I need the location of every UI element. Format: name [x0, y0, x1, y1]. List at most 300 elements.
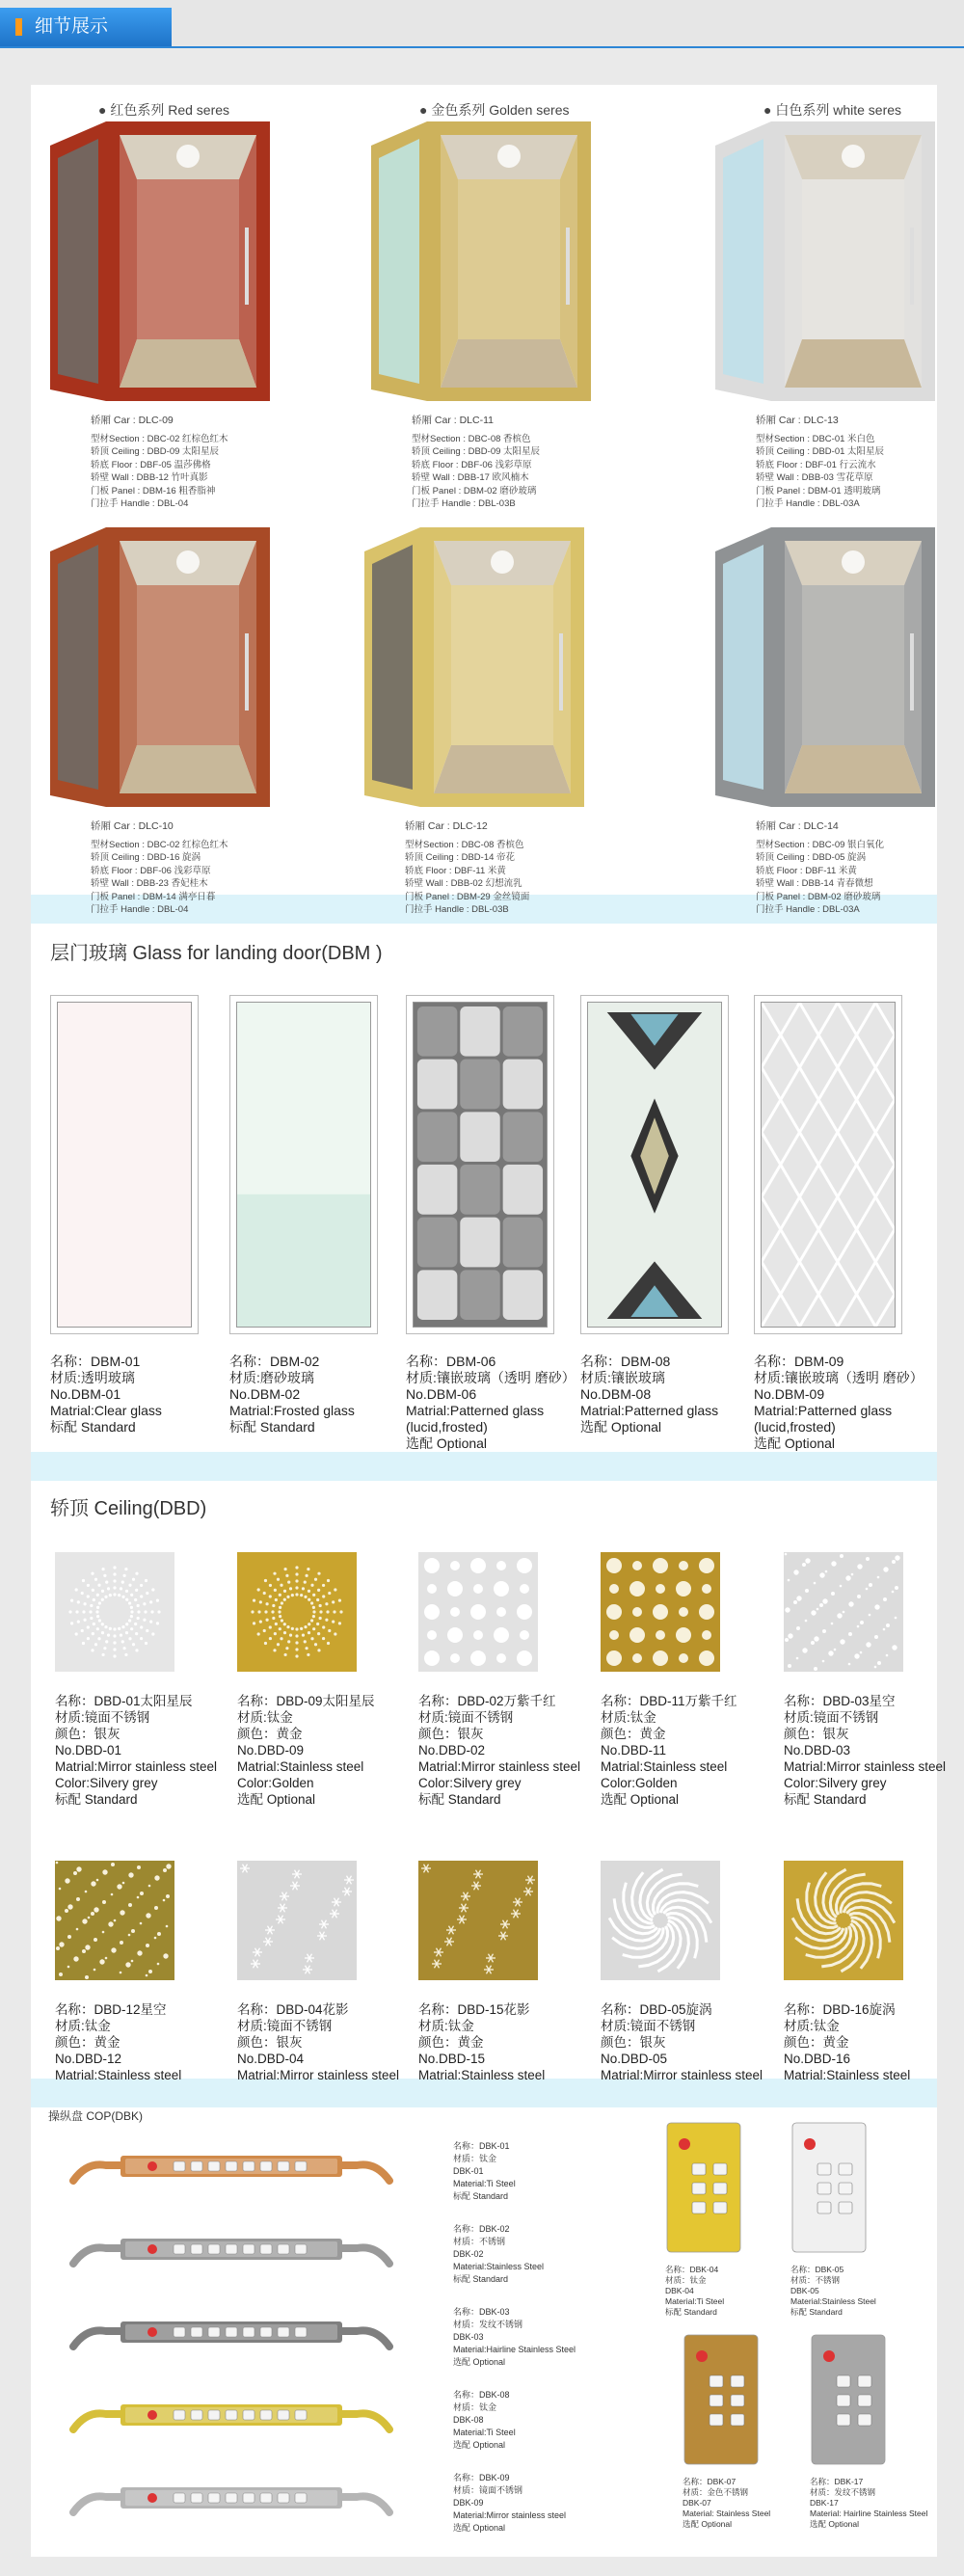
door-glass [379, 139, 419, 384]
ceiling-caption [601, 1693, 737, 1808]
cop-line: 材质：镜面不锈钢 [453, 2485, 523, 2495]
elevator-car-illustration [715, 121, 937, 411]
series-label: ● 金色系列 Golden seres [419, 102, 570, 118]
ceiling-caption [418, 1693, 580, 1808]
elevator-car-illustration [715, 527, 937, 817]
cop-section-title: 操纵盘 COP(DBK) [48, 2109, 144, 2123]
cop-line: 名称：DBK-05 [790, 2265, 844, 2274]
back-wall [802, 179, 904, 339]
cop-caption [683, 2477, 808, 2530]
car-spec [756, 820, 939, 917]
cop-line: DBK-05 [790, 2286, 819, 2295]
cop-line: DBK-17 [810, 2498, 839, 2508]
ceiling-caption [237, 2001, 399, 2083]
cop-line: 材质：不锈钢 [453, 2237, 506, 2246]
cop-line: 材质：发纹不锈钢 [453, 2320, 523, 2329]
car-model: 轿厢 Car : DLC-10 [91, 820, 174, 832]
ceiling-pattern [237, 1861, 357, 1980]
glass-mat: 材质:镶嵌玻璃（透明 磨砂） [406, 1370, 576, 1385]
ceiling-pattern [601, 1552, 720, 1672]
ceiling-color: 颜色：黄金 [237, 1727, 303, 1741]
glass-card[interactable] [406, 995, 576, 1452]
glass-no: No.DBM-02 [229, 1386, 301, 1402]
spec-line: 型材Section : DBC-01 米白色 [756, 433, 875, 444]
cop-vertical-card[interactable] [790, 2121, 916, 2318]
car-model: 轿厢 Car : DLC-12 [405, 820, 488, 832]
glass-panel [406, 995, 554, 1334]
ceiling-col: Color:Silvery grey [784, 1776, 887, 1790]
ceiling-pattern [601, 1861, 720, 1980]
cop-caption [453, 2306, 598, 2369]
elevator-car-illustration [50, 527, 272, 817]
car-floor [441, 339, 577, 388]
ceiling-name: 名称：DBD-04花影 [237, 2002, 349, 2017]
car-spec [405, 820, 588, 917]
car-model: 轿厢 Car : DLC-14 [756, 820, 839, 832]
ceiling-no: No.DBD-11 [601, 1743, 667, 1758]
car-floor [120, 339, 256, 388]
ceiling-opt: 标配 Standard [784, 1792, 867, 1807]
ceiling-col: Color:Golden [601, 1776, 678, 1790]
handrail [245, 633, 249, 711]
back-wall [458, 179, 560, 339]
ceiling-no: No.DBD-12 [55, 2052, 122, 2066]
elevator-car-card[interactable] [364, 506, 586, 915]
cop-line: 名称：DBK-03 [453, 2307, 510, 2317]
ceiling-opt: 选配 Optional [237, 1792, 316, 1807]
glass-opt: 选配 Optional [580, 1419, 662, 1435]
cop-line: Material:Ti Steel [665, 2296, 725, 2306]
spec-line: 轿底 Floor : DBF-06 浅彩草原 [412, 459, 532, 470]
glass-no: No.DBM-06 [406, 1386, 477, 1402]
ceiling-caption [784, 1693, 946, 1808]
cop-line: 材质：钛金 [665, 2275, 707, 2285]
cop-line: Material:Mirror stainless steel [453, 2510, 567, 2520]
ceiling-color: 颜色：银灰 [784, 1727, 849, 1741]
ceiling-no: No.DBD-05 [601, 2052, 668, 2066]
cop-caption [453, 2140, 598, 2203]
cop-line: DBK-04 [665, 2286, 694, 2295]
ceiling-light [842, 145, 865, 168]
spec-line: 轿底 Floor : DBF-05 温莎佛格 [91, 459, 211, 470]
ceiling-en: Matrial:Stainless steel [784, 2068, 911, 2082]
ceiling-light [497, 145, 521, 168]
ceiling-pattern [55, 1861, 174, 1980]
spec-line: 门板 Panel : DBM-02 磨砂玻璃 [412, 485, 537, 496]
spec-line: 轿壁 Wall : DBB-23 香妃桂木 [91, 878, 208, 889]
cop-line: DBK-07 [683, 2498, 711, 2508]
elevator-car-illustration [364, 527, 586, 817]
ceiling-tile [55, 1861, 174, 1980]
car-floor [120, 745, 256, 793]
cop-panel-illustration [665, 2121, 742, 2254]
glass-en: Matrial:Patterned glass (lucid,frosted) [406, 1403, 545, 1435]
car-model: 轿厢 Car : DLC-11 [412, 415, 494, 426]
cop-horizontal-card[interactable] [67, 2304, 607, 2381]
glass-pattern [588, 1003, 721, 1327]
cop-line: 材质：发纹不锈钢 [810, 2487, 876, 2497]
spec-line: 轿底 Floor : DBF-06 浅彩草原 [91, 865, 211, 876]
ceiling-mat: 材质:镜面不锈钢 [784, 1710, 879, 1725]
cop-line: Material:Ti Steel [453, 2428, 516, 2437]
glass-name: 名称：DBM-02 [229, 1354, 320, 1369]
cop-caption [810, 2477, 935, 2530]
ceiling-color: 颜色：银灰 [601, 2035, 666, 2050]
cop-line: 标配 Standard [790, 2307, 843, 2317]
door-glass [58, 545, 98, 790]
ceiling-tile [784, 1861, 903, 1980]
glass-card[interactable] [754, 995, 924, 1452]
ceiling-mat: 材质:钛金 [784, 2019, 840, 2033]
ceiling-light [491, 550, 514, 574]
ceiling-name: 名称：DBD-03星空 [784, 1694, 896, 1708]
ceiling-tile [237, 1552, 357, 1672]
ceiling-opt: 标配 Standard [55, 1792, 138, 1807]
spec-line: 门板 Panel : DBM-29 金丝镜面 [405, 891, 530, 902]
spec-line: 轿壁 Wall : DBB-17 欧风楠木 [412, 472, 529, 483]
glass-pane [236, 1002, 371, 1328]
cop-caption [790, 2265, 916, 2318]
glass-pattern [58, 1003, 191, 1327]
ceiling-tile [237, 1861, 357, 1980]
ceiling-name: 名称：DBD-11万紫千红 [601, 1694, 737, 1708]
ceiling-en: Matrial:Mirror stainless steel [237, 2068, 400, 2082]
ceiling-mat: 材质:钛金 [237, 1710, 293, 1725]
ceiling-light [176, 145, 200, 168]
glass-mat: 材质:镶嵌玻璃（透明 磨砂） [754, 1370, 924, 1385]
ceiling-no: No.DBD-09 [237, 1743, 305, 1758]
ceiling-en: Matrial:Mirror stainless steel [601, 2068, 763, 2082]
ceiling-col: Color:Silvery grey [55, 1776, 158, 1790]
ceiling-caption [55, 1693, 217, 1808]
cop-line: 选配 Optional [453, 2440, 506, 2450]
spec-line: 轿底 Floor : DBF-01 行云流水 [756, 459, 876, 470]
back-wall [802, 585, 904, 745]
spec-line: 门板 Panel : DBM-02 磨砂玻璃 [756, 891, 881, 902]
car-spec [91, 820, 274, 917]
ceiling-color: 颜色：黄金 [601, 1727, 666, 1741]
glass-name: 名称：DBM-01 [50, 1354, 141, 1369]
glass-no: No.DBM-09 [754, 1386, 825, 1402]
section-tab[interactable]: 细节展示 [0, 8, 172, 46]
cop-line: 名称：DBK-07 [683, 2477, 736, 2486]
glass-caption [50, 1354, 220, 1436]
glass-panel [754, 995, 902, 1334]
ceiling-col: Color:Silvery grey [418, 1776, 522, 1790]
cop-horizontal-card[interactable] [67, 2470, 607, 2547]
cop-line: DBK-08 [453, 2415, 484, 2425]
ceiling-tile [418, 1861, 538, 1980]
spec-line: 型材Section : DBC-09 银白氧化 [756, 839, 885, 850]
glass-opt: 标配 Standard [229, 1419, 315, 1435]
series-label: ● 红色系列 Red seres [98, 102, 230, 118]
ceiling-card[interactable] [601, 1861, 763, 2083]
door-glass [723, 139, 763, 384]
cop-line: 选配 Optional [453, 2523, 506, 2533]
cop-line: 材质：钛金 [453, 2154, 497, 2163]
cop-caption [665, 2265, 790, 2318]
cop-caption [453, 2472, 598, 2535]
elevator-car-illustration [50, 121, 272, 411]
glass-opt: 标配 Standard [50, 1419, 136, 1435]
cop-line: 名称：DBK-04 [665, 2265, 719, 2274]
cop-line: 选配 Optional [810, 2519, 860, 2529]
ceiling-mat: 材质:镜面不锈钢 [237, 2019, 333, 2033]
ceiling-color: 颜色：黄金 [418, 2035, 484, 2050]
elevator-car-card[interactable] [715, 100, 937, 509]
ceiling-pattern [418, 1552, 538, 1672]
spec-line: 型材Section : DBC-02 红棕色红木 [91, 433, 228, 444]
ceiling-tile [55, 1552, 174, 1672]
elevator-car-card[interactable] [50, 100, 272, 509]
ceiling-pattern [237, 1552, 357, 1672]
ceiling-name: 名称：DBD-01太阳星辰 [55, 1694, 193, 1708]
glass-mat: 材质:镶嵌玻璃 [580, 1370, 665, 1385]
cop-line: Material:Ti Steel [453, 2179, 516, 2188]
glass-caption [229, 1354, 399, 1436]
ceiling-mat: 材质:镜面不锈钢 [55, 1710, 150, 1725]
ceiling-card[interactable] [418, 1552, 580, 1808]
handrail [910, 633, 914, 711]
cop-caption [453, 2223, 598, 2286]
ceiling-name: 名称：DBD-09太阳星辰 [237, 1694, 375, 1708]
door-glass [723, 545, 763, 790]
ceiling-card[interactable] [601, 1552, 737, 1808]
ceiling-card[interactable] [55, 1552, 217, 1808]
ceiling-mat: 材质:钛金 [601, 1710, 656, 1725]
cop-vertical-card[interactable] [665, 2121, 790, 2318]
ceiling-pattern [784, 1861, 903, 1980]
glass-panel [50, 995, 199, 1334]
elevator-car-card[interactable] [715, 506, 937, 915]
car-spec [412, 415, 595, 511]
car-model: 轿厢 Car : DLC-13 [756, 415, 839, 426]
handrail [566, 228, 570, 305]
cop-line: 标配 Standard [453, 2274, 509, 2284]
cop-panel-illustration [67, 2308, 395, 2366]
cop-line: 标配 Standard [665, 2307, 717, 2317]
ceiling-light [842, 550, 865, 574]
spec-line: 轿顶 Ceiling : DBD-01 太阳星辰 [756, 446, 885, 457]
ceiling-card[interactable] [784, 1552, 946, 1808]
glass-no: No.DBM-01 [50, 1386, 121, 1402]
glass-card[interactable] [229, 995, 399, 1436]
cop-vertical-card[interactable] [810, 2333, 935, 2530]
glass-opt: 选配 Optional [754, 1436, 836, 1451]
ceiling-name: 名称：DBD-15花影 [418, 2002, 530, 2017]
ceiling-card[interactable] [237, 1552, 375, 1808]
glass-en: Matrial:Clear glass [50, 1403, 162, 1418]
ceiling-mat: 材质:镜面不锈钢 [601, 2019, 696, 2033]
ceiling-en: Matrial:Stainless steel [237, 1759, 364, 1774]
spec-line: 轿底 Floor : DBF-11 米黄 [405, 865, 506, 876]
glass-card[interactable] [580, 995, 750, 1436]
back-wall [137, 179, 239, 339]
cop-panel-illustration [67, 2391, 395, 2449]
ceiling-color: 颜色：银灰 [55, 1727, 120, 1741]
ceiling-card[interactable] [784, 1861, 910, 2083]
handrail [245, 228, 249, 305]
ceiling-caption [418, 2001, 545, 2083]
car-model: 轿厢 Car : DLC-09 [91, 415, 174, 426]
glass-name: 名称：DBM-08 [580, 1354, 671, 1369]
cop-panel-illustration [683, 2333, 760, 2466]
ceiling-en: Matrial:Mirror stainless steel [418, 1759, 581, 1774]
section-header [0, 0, 964, 48]
spec-line: 门板 Panel : DBM-01 透明玻璃 [756, 485, 881, 496]
ceiling-pattern [55, 1552, 174, 1672]
ceiling-tile [418, 1552, 538, 1672]
glass-pattern [762, 1003, 895, 1327]
glass-pane [587, 1002, 722, 1328]
cop-line: DBK-01 [453, 2166, 484, 2176]
ceiling-en: Matrial:Mirror stainless steel [55, 1759, 218, 1774]
glass-pattern [237, 1003, 370, 1327]
cop-panel-illustration [810, 2333, 887, 2466]
cop-caption [453, 2389, 598, 2452]
ceiling-pattern [418, 1861, 538, 1980]
cop-panel-illustration [790, 2121, 868, 2254]
spec-line: 型材Section : DBC-08 香槟色 [405, 839, 524, 850]
ceiling-col: Color:Golden [237, 1776, 314, 1790]
glass-card[interactable] [50, 995, 220, 1436]
cop-line: Material:Hairline Stainless Steel [453, 2345, 576, 2354]
spec-line: 轿顶 Ceiling : DBD-09 太阳星辰 [91, 446, 220, 457]
ceiling-caption [784, 2001, 910, 2083]
spec-line: 型材Section : DBC-08 香槟色 [412, 433, 531, 444]
glass-name: 名称：DBM-09 [754, 1354, 844, 1369]
spec-line: 型材Section : DBC-02 红棕色红木 [91, 839, 228, 850]
glass-pane [413, 1002, 548, 1328]
glass-caption [754, 1354, 924, 1452]
back-wall [451, 585, 553, 745]
cop-line: 材质：不锈钢 [790, 2275, 841, 2285]
ceiling-no: No.DBD-04 [237, 2052, 305, 2066]
spec-line: 轿底 Floor : DBF-11 米黄 [756, 865, 857, 876]
glass-opt: 选配 Optional [406, 1436, 488, 1451]
spec-line: 轿顶 Ceiling : DBD-09 太阳星辰 [412, 446, 541, 457]
ceiling-tile [601, 1552, 720, 1672]
cop-line: 材质：钛金 [453, 2402, 497, 2412]
cop-horizontal-card[interactable] [67, 2138, 607, 2215]
cop-panel-illustration [67, 2474, 395, 2532]
car-spec [756, 415, 939, 511]
ceiling-card[interactable] [418, 1861, 545, 2083]
ceiling-mat: 材质:钛金 [55, 2019, 111, 2033]
spec-line: 轿顶 Ceiling : DBD-05 旋涡 [756, 852, 867, 863]
cop-line: Material:Stainless Steel [790, 2296, 876, 2306]
ceiling-color: 颜色：银灰 [418, 1727, 484, 1741]
cop-line: 名称：DBK-02 [453, 2224, 510, 2234]
car-spec [91, 415, 274, 511]
ceiling-no: No.DBD-15 [418, 2052, 486, 2066]
ceiling-no: No.DBD-01 [55, 1743, 122, 1758]
car-floor [785, 745, 922, 793]
cop-line: 选配 Optional [453, 2357, 506, 2367]
cop-panel-illustration [67, 2142, 395, 2200]
ceiling-name: 名称：DBD-12星空 [55, 2002, 167, 2017]
ceiling-caption [601, 2001, 763, 2083]
glass-name: 名称：DBM-06 [406, 1354, 496, 1369]
spec-line: 轿顶 Ceiling : DBD-14 帝花 [405, 852, 516, 863]
cop-horizontal-card[interactable] [67, 2387, 607, 2464]
door-glass [58, 139, 98, 384]
ceiling-caption [55, 2001, 181, 2083]
cop-line: Material: Stainless Steel [683, 2509, 771, 2518]
ceiling-tile [784, 1552, 903, 1672]
ceiling-no: No.DBD-02 [418, 1743, 486, 1758]
glass-caption [406, 1354, 576, 1452]
car-floor [785, 339, 922, 388]
ceiling-en: Matrial:Stainless steel [55, 2068, 182, 2082]
cop-line: 名称：DBK-09 [453, 2473, 510, 2482]
ceiling-mat: 材质:镜面不锈钢 [418, 1710, 514, 1725]
ceiling-color: 颜色：黄金 [784, 2035, 849, 2050]
ceiling-section-title: 轿顶 Ceiling(DBD) [50, 1498, 207, 1519]
spec-line: 轿顶 Ceiling : DBD-16 旋涡 [91, 852, 201, 863]
spec-line: 门板 Panel : DBM-16 粗香脂神 [91, 485, 216, 496]
spec-line: 门板 Panel : DBM-14 满亭日暮 [91, 891, 216, 902]
ceiling-no: No.DBD-03 [784, 1743, 851, 1758]
glass-panel [580, 995, 729, 1334]
handrail [559, 633, 563, 711]
cop-line: 名称：DBK-17 [810, 2477, 864, 2486]
series-label: ● 白色系列 white seres [763, 102, 902, 118]
spec-line: 门拉手 Handle : DBL-03A [756, 498, 860, 509]
ceiling-en: Matrial:Stainless steel [601, 1759, 728, 1774]
ceiling-card[interactable] [55, 1861, 181, 2083]
glass-pane [761, 1002, 896, 1328]
cop-line: DBK-02 [453, 2249, 484, 2259]
cop-line: 选配 Optional [683, 2519, 733, 2529]
cop-line: 材质：金色不锈钢 [683, 2487, 749, 2497]
ceiling-color: 颜色：黄金 [55, 2035, 120, 2050]
ceiling-en: Matrial:Stainless steel [418, 2068, 546, 2082]
ceiling-opt: 标配 Standard [418, 1792, 501, 1807]
car-floor [434, 745, 571, 793]
glass-caption [580, 1354, 750, 1436]
ceiling-opt: 选配 Optional [601, 1792, 680, 1807]
cop-line: DBK-09 [453, 2498, 484, 2508]
ceiling-card[interactable] [237, 1861, 399, 2083]
handrail [910, 228, 914, 305]
glass-mat: 材质:透明玻璃 [50, 1370, 135, 1385]
spec-line: 轿壁 Wall : DBB-12 竹叶真影 [91, 472, 208, 483]
glass-pattern [414, 1003, 547, 1327]
ceiling-name: 名称：DBD-02万紫千红 [418, 1694, 556, 1708]
cop-line: 名称：DBK-08 [453, 2390, 510, 2400]
cop-vertical-card[interactable] [683, 2333, 808, 2530]
cop-horizontal-card[interactable] [67, 2221, 607, 2298]
glass-mat: 材质:磨砂玻璃 [229, 1370, 314, 1385]
ceiling-light [176, 550, 200, 574]
glass-panel [229, 995, 378, 1334]
glass-en: Matrial:Patterned glass [580, 1403, 719, 1418]
elevator-car-card[interactable] [50, 506, 272, 915]
ceiling-name: 名称：DBD-05旋涡 [601, 2002, 712, 2017]
cop-line: 名称：DBK-01 [453, 2141, 510, 2151]
glass-no: No.DBM-08 [580, 1386, 652, 1402]
cop-panel-illustration [67, 2225, 395, 2283]
spec-line: 门拉手 Handle : DBL-03A [756, 904, 860, 915]
spec-line: 门拉手 Handle : DBL-04 [91, 498, 189, 509]
glass-pane [57, 1002, 192, 1328]
elevator-car-card[interactable] [371, 100, 593, 509]
cop-line: Material: Hairline Stainless Steel [810, 2509, 928, 2518]
cop-line: DBK-03 [453, 2332, 484, 2342]
ceiling-color: 颜色：银灰 [237, 2035, 303, 2050]
door-glass [372, 545, 413, 790]
